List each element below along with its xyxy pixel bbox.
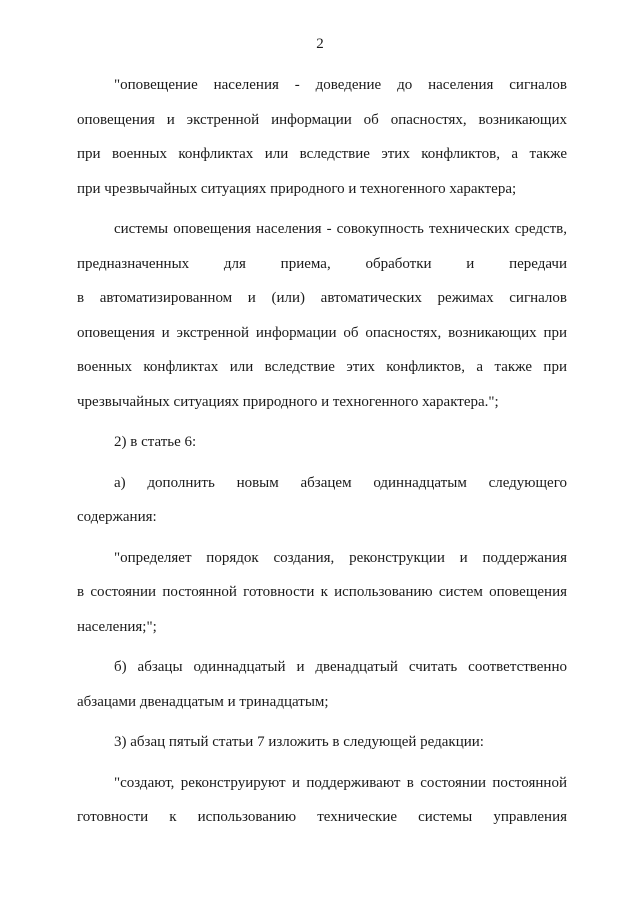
paragraph-item-b (77, 650, 567, 719)
text-line: "оповещение населения - доведение до населения сигналов (114, 77, 567, 93)
text-line: военных конфликтах или вследствие этих конфликтов, а также при (77, 359, 567, 375)
text-line: содержания: (77, 509, 157, 525)
text-line: системы оповещения населения - совокупность технических средств, (114, 221, 567, 237)
paragraph-quote-determines (77, 541, 567, 645)
text-line: чрезвычайных ситуациях природного и техногенного характера."; (77, 393, 499, 410)
text-line: б) абзацы одиннадцатый и двенадцатый считать соответственно (114, 659, 567, 675)
paragraph-item-a (77, 466, 567, 535)
text-line: предназначенных для приема, обработки и передачи (77, 255, 567, 272)
paragraph-definition-systems (77, 212, 567, 419)
text-line: в автоматизированном и (или) автоматических режимах сигналов (77, 290, 567, 306)
text-line: а) дополнить новым абзацем одиннадцатым следующего (114, 474, 567, 491)
paragraph-article-6 (77, 425, 567, 460)
paragraph-article-7 (77, 725, 567, 760)
text-line: готовности к использованию технические системы управления (77, 809, 567, 825)
paragraph-definition-notification (77, 68, 567, 206)
document-body (77, 68, 567, 835)
text-line: 3) абзац пятый статьи 7 изложить в следующей редакции: (114, 734, 484, 750)
text-line: "определяет порядок создания, реконструкции и поддержания (114, 549, 567, 566)
text-line: в состоянии постоянной готовности к использованию систем оповещения (77, 584, 567, 600)
text-line: оповещения и экстренной информации об опасностях, возникающих (77, 111, 567, 128)
page-number: 2 (316, 36, 324, 52)
text-line: при военных конфликтах или вследствие этих конфликтов, а также (77, 146, 567, 162)
text-line: при чрезвычайных ситуациях природного и техногенного характера; (77, 180, 517, 197)
text-line: "создают, реконструируют и поддерживают в состоянии постоянной (114, 774, 567, 791)
text-line: населения;"; (77, 618, 157, 635)
text-line: оповещения и экстренной информации об опасностях, возникающих при (77, 324, 567, 341)
text-line: абзацами двенадцатым и тринадцатым; (77, 693, 329, 710)
text-line: 2) в статье 6: (114, 434, 197, 450)
paragraph-quote-create (77, 766, 567, 835)
